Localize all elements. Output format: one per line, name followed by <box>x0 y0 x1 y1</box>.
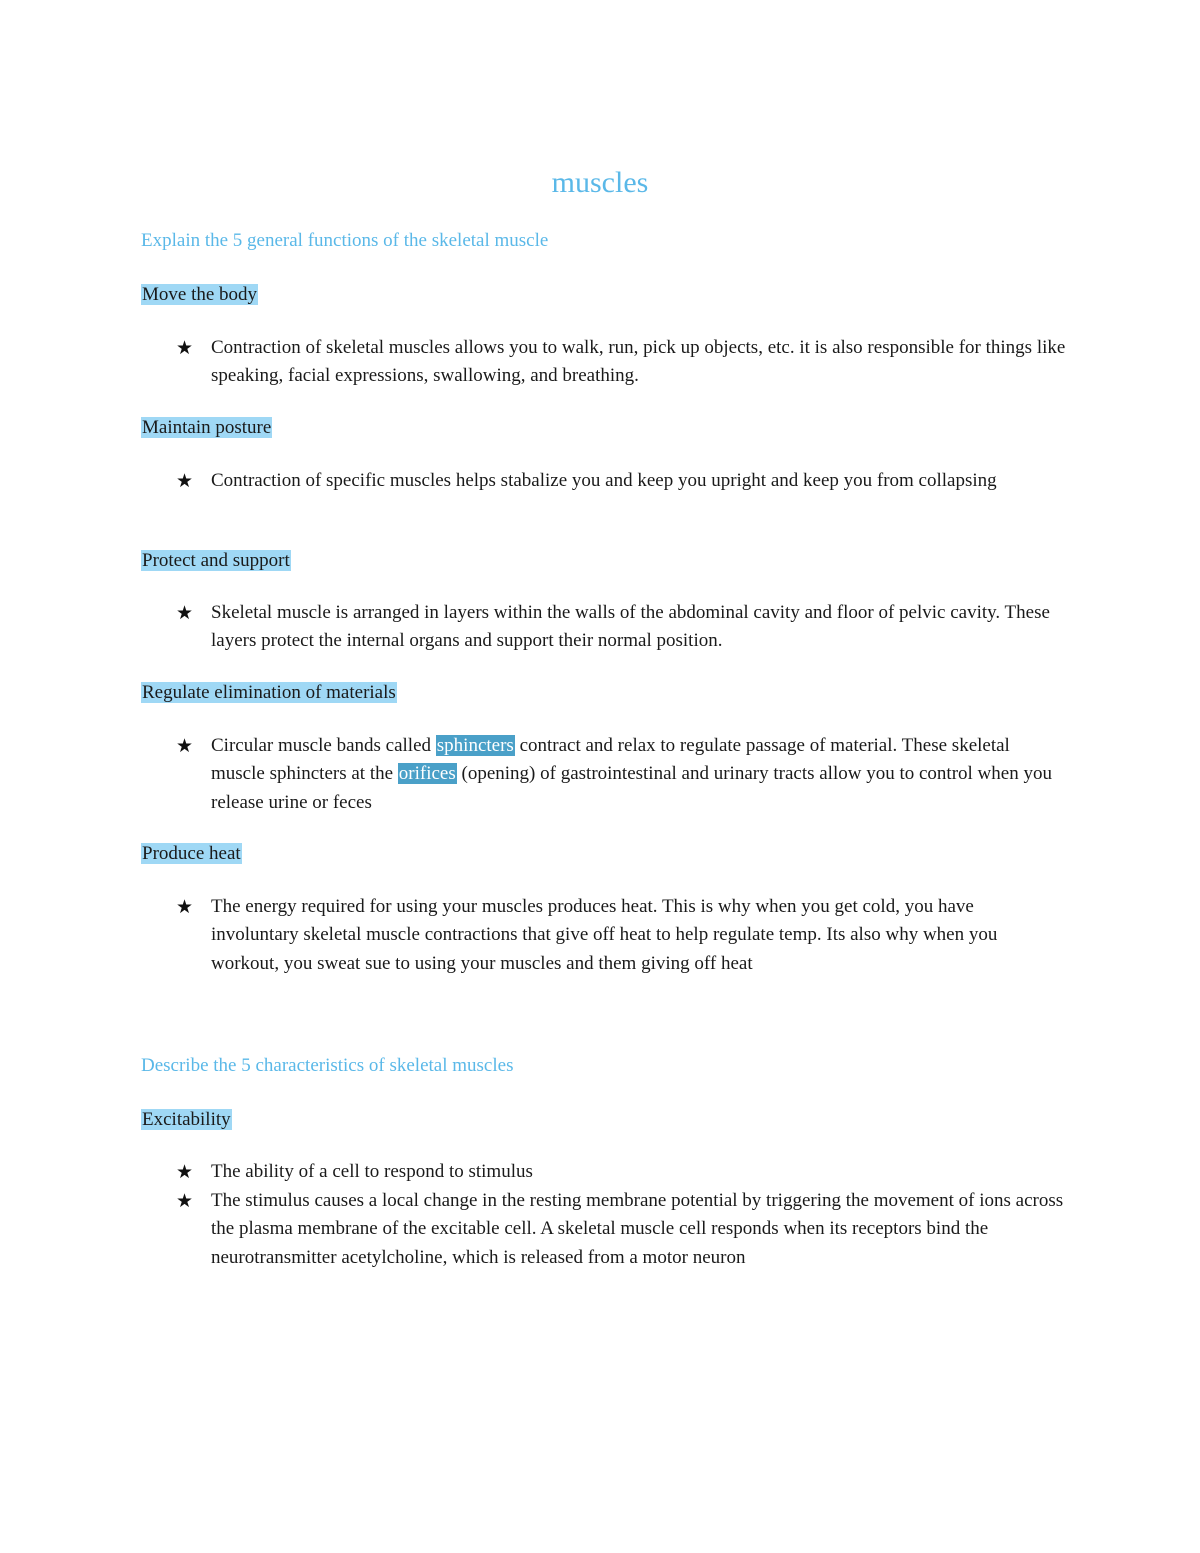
bullet-regulate-elimination <box>176 732 1066 817</box>
section-heading-functions: Explain the 5 general functions of the skeletal muscle <box>141 230 549 251</box>
star-bullet-icon: ★ <box>176 1190 194 1212</box>
bullet-excitability-2 <box>176 1187 1066 1272</box>
bullet-text: Contraction of specific muscles helps stabalize you and keep you upright and keep you from collapsing <box>211 470 997 491</box>
star-bullet-icon: ★ <box>176 337 194 359</box>
subheading-move-the-body <box>141 281 258 309</box>
bullet-text: Contraction of skeletal muscles allows you to walk, run, pick up objects, etc. it is also responsible for things like speaking, facial expressions, swallowing, and breathing. <box>211 337 1066 387</box>
star-bullet-icon: ★ <box>176 470 194 492</box>
subheading-produce-heat <box>141 840 242 868</box>
document-title: muscles <box>551 166 649 199</box>
star-bullet-icon: ★ <box>176 896 194 918</box>
subheading-regulate-elimination <box>141 679 397 707</box>
highlight-label: Produce heat <box>142 843 241 864</box>
bullet-text <box>211 732 1066 817</box>
star-bullet-icon: ★ <box>176 1161 194 1183</box>
bullet-excitability-1 <box>176 1158 1066 1186</box>
bullet-text-part: Circular muscle bands called <box>211 735 436 756</box>
subheading-protect-and-support <box>141 547 291 575</box>
highlight-label: Move the body <box>142 284 258 305</box>
highlight-label: Protect and support <box>142 550 290 571</box>
bullet-text-part: contract and relax to regulate passage of material. These skeletal muscle sphincters at the <box>211 735 1010 785</box>
bullet-text: Skeletal muscle is arranged in layers within the walls of the abdominal cavity and floor of pelvic cavity. These layers protect the internal organs and support their normal position. <box>211 602 1050 652</box>
highlight-sphincters: sphincters <box>436 735 514 756</box>
bullet-protect-and-support <box>176 599 1066 656</box>
bullet-text: The energy required for using your muscles produces heat. This is why when you get cold, you have involuntary skeletal muscle contractions that give off heat to help regulate temp. Its also why when you workout, you sweat sue to using your muscles and them giving off heat <box>211 896 998 974</box>
highlight-label: Maintain posture <box>142 417 272 438</box>
section-heading-characteristics: Describe the 5 characteristics of skeletal muscles <box>141 1055 514 1076</box>
bullet-text-part: (opening) of gastrointestinal and urinary tracts allow you to control when you release urine or feces <box>211 763 1052 813</box>
subheading-maintain-posture <box>141 414 272 442</box>
bullet-maintain-posture <box>176 467 1066 495</box>
bullet-text: The stimulus causes a local change in the resting membrane potential by triggering the movement of ions across the plasma membrane of the excitable cell. A skeletal muscle cell responds when its receptors bind the neurotransmitter acetylcholine, which is released from a motor neuron <box>211 1190 1064 1268</box>
highlight-label: Excitability <box>142 1109 231 1130</box>
star-bullet-icon: ★ <box>176 602 194 624</box>
bullet-move-the-body <box>176 334 1066 391</box>
star-bullet-icon: ★ <box>176 735 194 757</box>
bullet-produce-heat <box>176 893 1066 978</box>
highlight-orifices: orifices <box>398 763 456 785</box>
subheading-excitability <box>141 1106 232 1134</box>
highlight-label: Regulate elimination of materials <box>142 682 396 703</box>
bullet-text: The ability of a cell to respond to stimulus <box>211 1161 533 1182</box>
